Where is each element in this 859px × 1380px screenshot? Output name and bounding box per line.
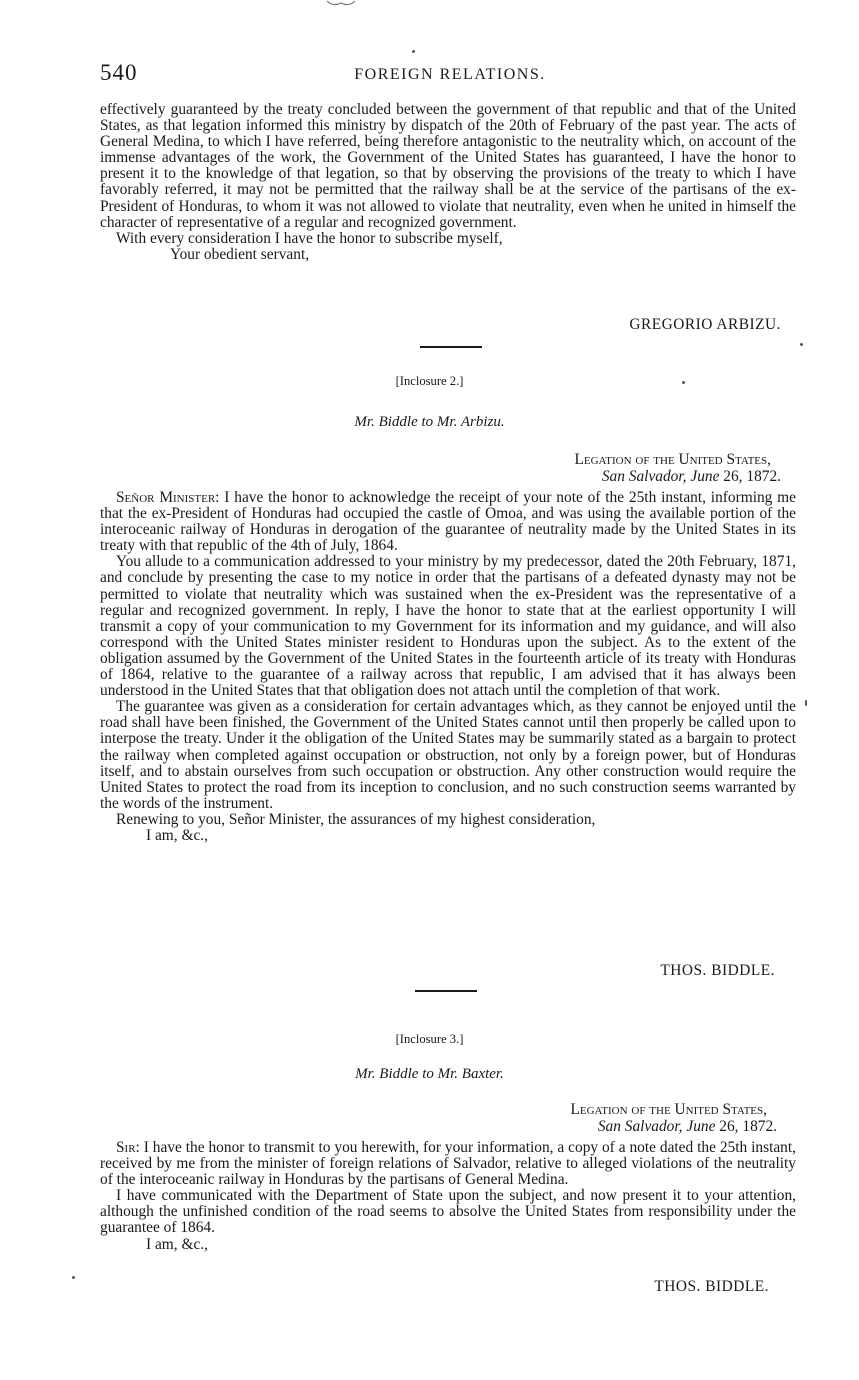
top-ornament-fragment [325,0,357,8]
section-divider [415,990,477,992]
letter1-signature: GREGORIO ARBIZU. [629,316,781,333]
inclosure3-closing: I am, &c., [146,1235,208,1253]
inclosure3-label: [Inclosure 3.] [395,1032,464,1046]
inclosure3-heading: Mr. Biddle to Mr. Baxter. [355,1066,504,1082]
inclosure2-paragraph: The guarantee was given as a consideration for certain advantages which, as they cannot be enjoyed until the road shall have been finished, the Government of the United States cannot until then properly be called upon to interpose the treaty. Under it the obligation of the United States may be summarily stated as a bargain to protect the railway when completed against occupation or obstruction, not only by a foreign power, but of Honduras itself, and to abstain ourselves from such occupation or obstruction. Any other construction would require the United States to protect the road from its inception to conclusion, and no such construction seems warranted by the words of the instrument. [100,698,796,812]
section-divider [420,346,482,348]
inclosure2-heading: Mr. Biddle to Mr. Arbizu. [354,414,505,430]
page-header [100,60,800,90]
inclosure2-closing: I am, &c., [146,826,208,844]
letter1-paragraph: With every consideration I have the honor to subscribe myself, [116,229,503,247]
salutation: Sir: [116,1139,140,1156]
inclosure3-paragraph: I have communicated with the Department of State upon the subject, and now present it to your attention, although the unfinished condition of the road seems to absolve the United States from responsibility under the guarantee of 1864. [100,1187,796,1237]
dateline-place-date: San Salvador, June 26, 1872. [601,467,781,485]
page-number: 540 [100,60,138,85]
inclosure3-body [100,1140,796,1253]
print-speck [805,700,807,706]
dateline-place-date: San Salvador, June 26, 1872. [597,1117,777,1135]
dateline-org: Legation of the United States, [570,1101,767,1118]
running-head: FOREIGN RELATIONS. [354,66,546,83]
dateline-org: Legation of the United States, [574,451,771,468]
inclosure2-paragraph: You allude to a communication addressed to your ministry by my predecessor, dated the 20th February, 1871, and conclude by presenting the case to my notice in order that the partisans of a defeated dynasty may not be permitted to violate that neutrality which was sustained when the ex-President was the representative of a regular and recognized government. In reply, I have the honor to state that at the earliest opportunity I will transmit a copy of your communication to my Government for its information and my guidance, and will also correspond with the United States minister resident to Honduras upon the subject. As to the extent of the obligation assumed by the Government of the United States in the fourteenth article of its treaty with Honduras of 1864, relative to the guarantee of a railway across that republic, I am advised that it has always been understood in the United States that that obligation does not attach until the completion of that work. [100,553,796,700]
inclosure3-paragraph: Sir: I have the honor to transmit to you herewith, for your information, a copy of a note dated the 25th instant, received by me from the minister of foreign relations of Salvador, relative to alleged violations of the neutrality of the interoceanic railway in Honduras by the partisans of General Medina. [100,1139,796,1189]
salutation: Señor Minister: [116,489,220,506]
inclosure2-body [100,490,796,844]
print-speck [72,1276,75,1279]
inclosure3-dateline [570,1101,777,1135]
print-speck [412,50,415,53]
print-speck [682,381,685,384]
inclosure2-dateline [574,451,781,485]
inclosure2-label: [Inclosure 2.] [395,374,464,388]
print-speck [800,343,803,346]
letter1-paragraph: effectively guaranteed by the treaty concluded between the government of that republic and that of the United States, as that legation informed this ministry by dispatch of the 20th of February of the past year. The acts of General Medina, to which I have referred, being therefore antagonistic to the neutrality which, on account of the immense advantages of the work, the Government of the United States has guaranteed, I have the honor to present it to the knowledge of that legation, so that by observing the provisions of the treaty to which I have favorably referred, it may not be permitted that the railway shall be at the service of the partisans of the ex-President of Honduras, to whom it was not allowed to violate that neutrality, even when he united in himself the character of representative of a regular and recognized government. [100,101,796,231]
letter1-body [100,102,796,263]
letter1-closing: Your obedient servant, [170,245,310,263]
inclosure2-paragraph: Renewing to you, Señor Minister, the assurances of my highest consideration, [116,810,596,828]
inclosure2-paragraph: Señor Minister: I have the honor to acknowledge the receipt of your note of the 25th instant, informing me that the ex-President of Honduras had occupied the castle of Omoa, and was using the available portion of the interoceanic railway of Honduras in derogation of the guarantee of neutrality made by the United States in its treaty with that republic of the 4th of July, 1864. [100,489,796,555]
inclosure3-signature: THOS. BIDDLE. [654,1278,769,1295]
inclosure2-signature: THOS. BIDDLE. [660,962,775,979]
